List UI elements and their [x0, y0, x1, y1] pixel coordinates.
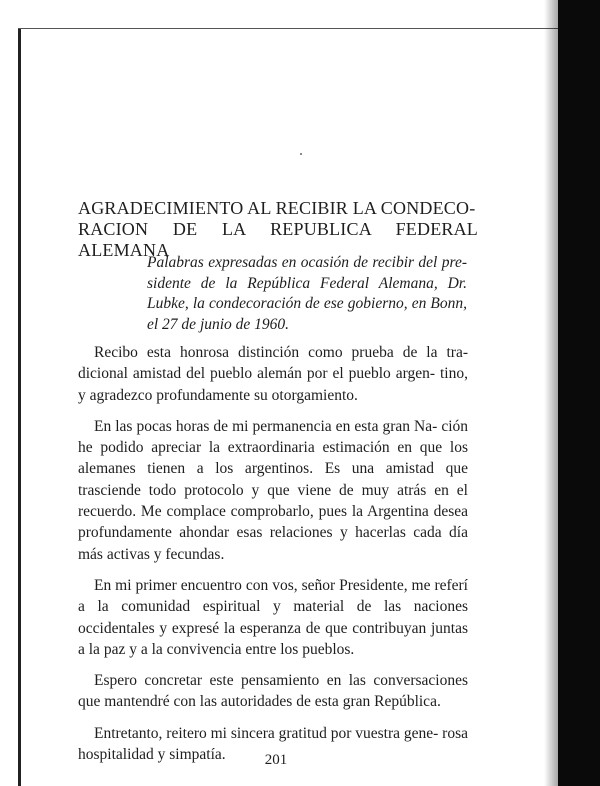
paragraph-4: Espero concretar este pensamiento en las conversaciones que mantendré con las autoridades de esta gran República. [78, 672, 468, 711]
title-line-2: RACION DE LA REPUBLICA FEDERAL ALEMANA [78, 219, 478, 260]
subtitle-note: Palabras expresadas en ocasión de recibir del pre- sidente de la República Federal Alemana, Dr. Lubke, la condecoración de ese gobierno, en Bonn, el 27 de junio de 1960. [147, 254, 467, 333]
scan-top-border [18, 28, 558, 29]
scan-shadow [544, 0, 558, 786]
title-line-1: AGRADECIMIENTO AL RECIBIR LA CONDECO- [78, 198, 476, 218]
paragraph-3: En mi primer encuentro con vos, señor Presidente, me referí a la comunidad espiritual y material de las naciones occidentales y expresé la esperanza de que contribuyan juntas a la paz y a la convivencia entre los pueblos. [78, 576, 468, 658]
scan-left-border [18, 28, 21, 786]
paragraph-2: En las pocas horas de mi permanencia en esta gran Na- ción he podido apreciar la extraordinaria estimación en que los alemanes tienen a los argentinos. Es una amistad que trasciende todo protocolo y que viene de muy atrás en el recuerdo. Me complace comprobarlo, pues la Argentina desea profundamente ahondar esas relaciones y hacerlas cada día más activas y fecundas. [78, 417, 468, 563]
paragraph-5: Entretanto, reitero mi sincera gratitud por vuestra gene- rosa hospitalidad y simpatía. [78, 724, 469, 764]
scan-right-edge [558, 0, 600, 786]
paragraph-1: Recibo esta honrosa distinción como prueba de la tra- dicional amistad del pueblo alemán por el pueblo argen- tino, y agradezco profundamente su otorgamiento. [78, 344, 468, 404]
page-number: 201 [264, 752, 288, 768]
scan-speck [300, 153, 302, 155]
page-title [78, 198, 478, 261]
body-text [78, 342, 468, 775]
